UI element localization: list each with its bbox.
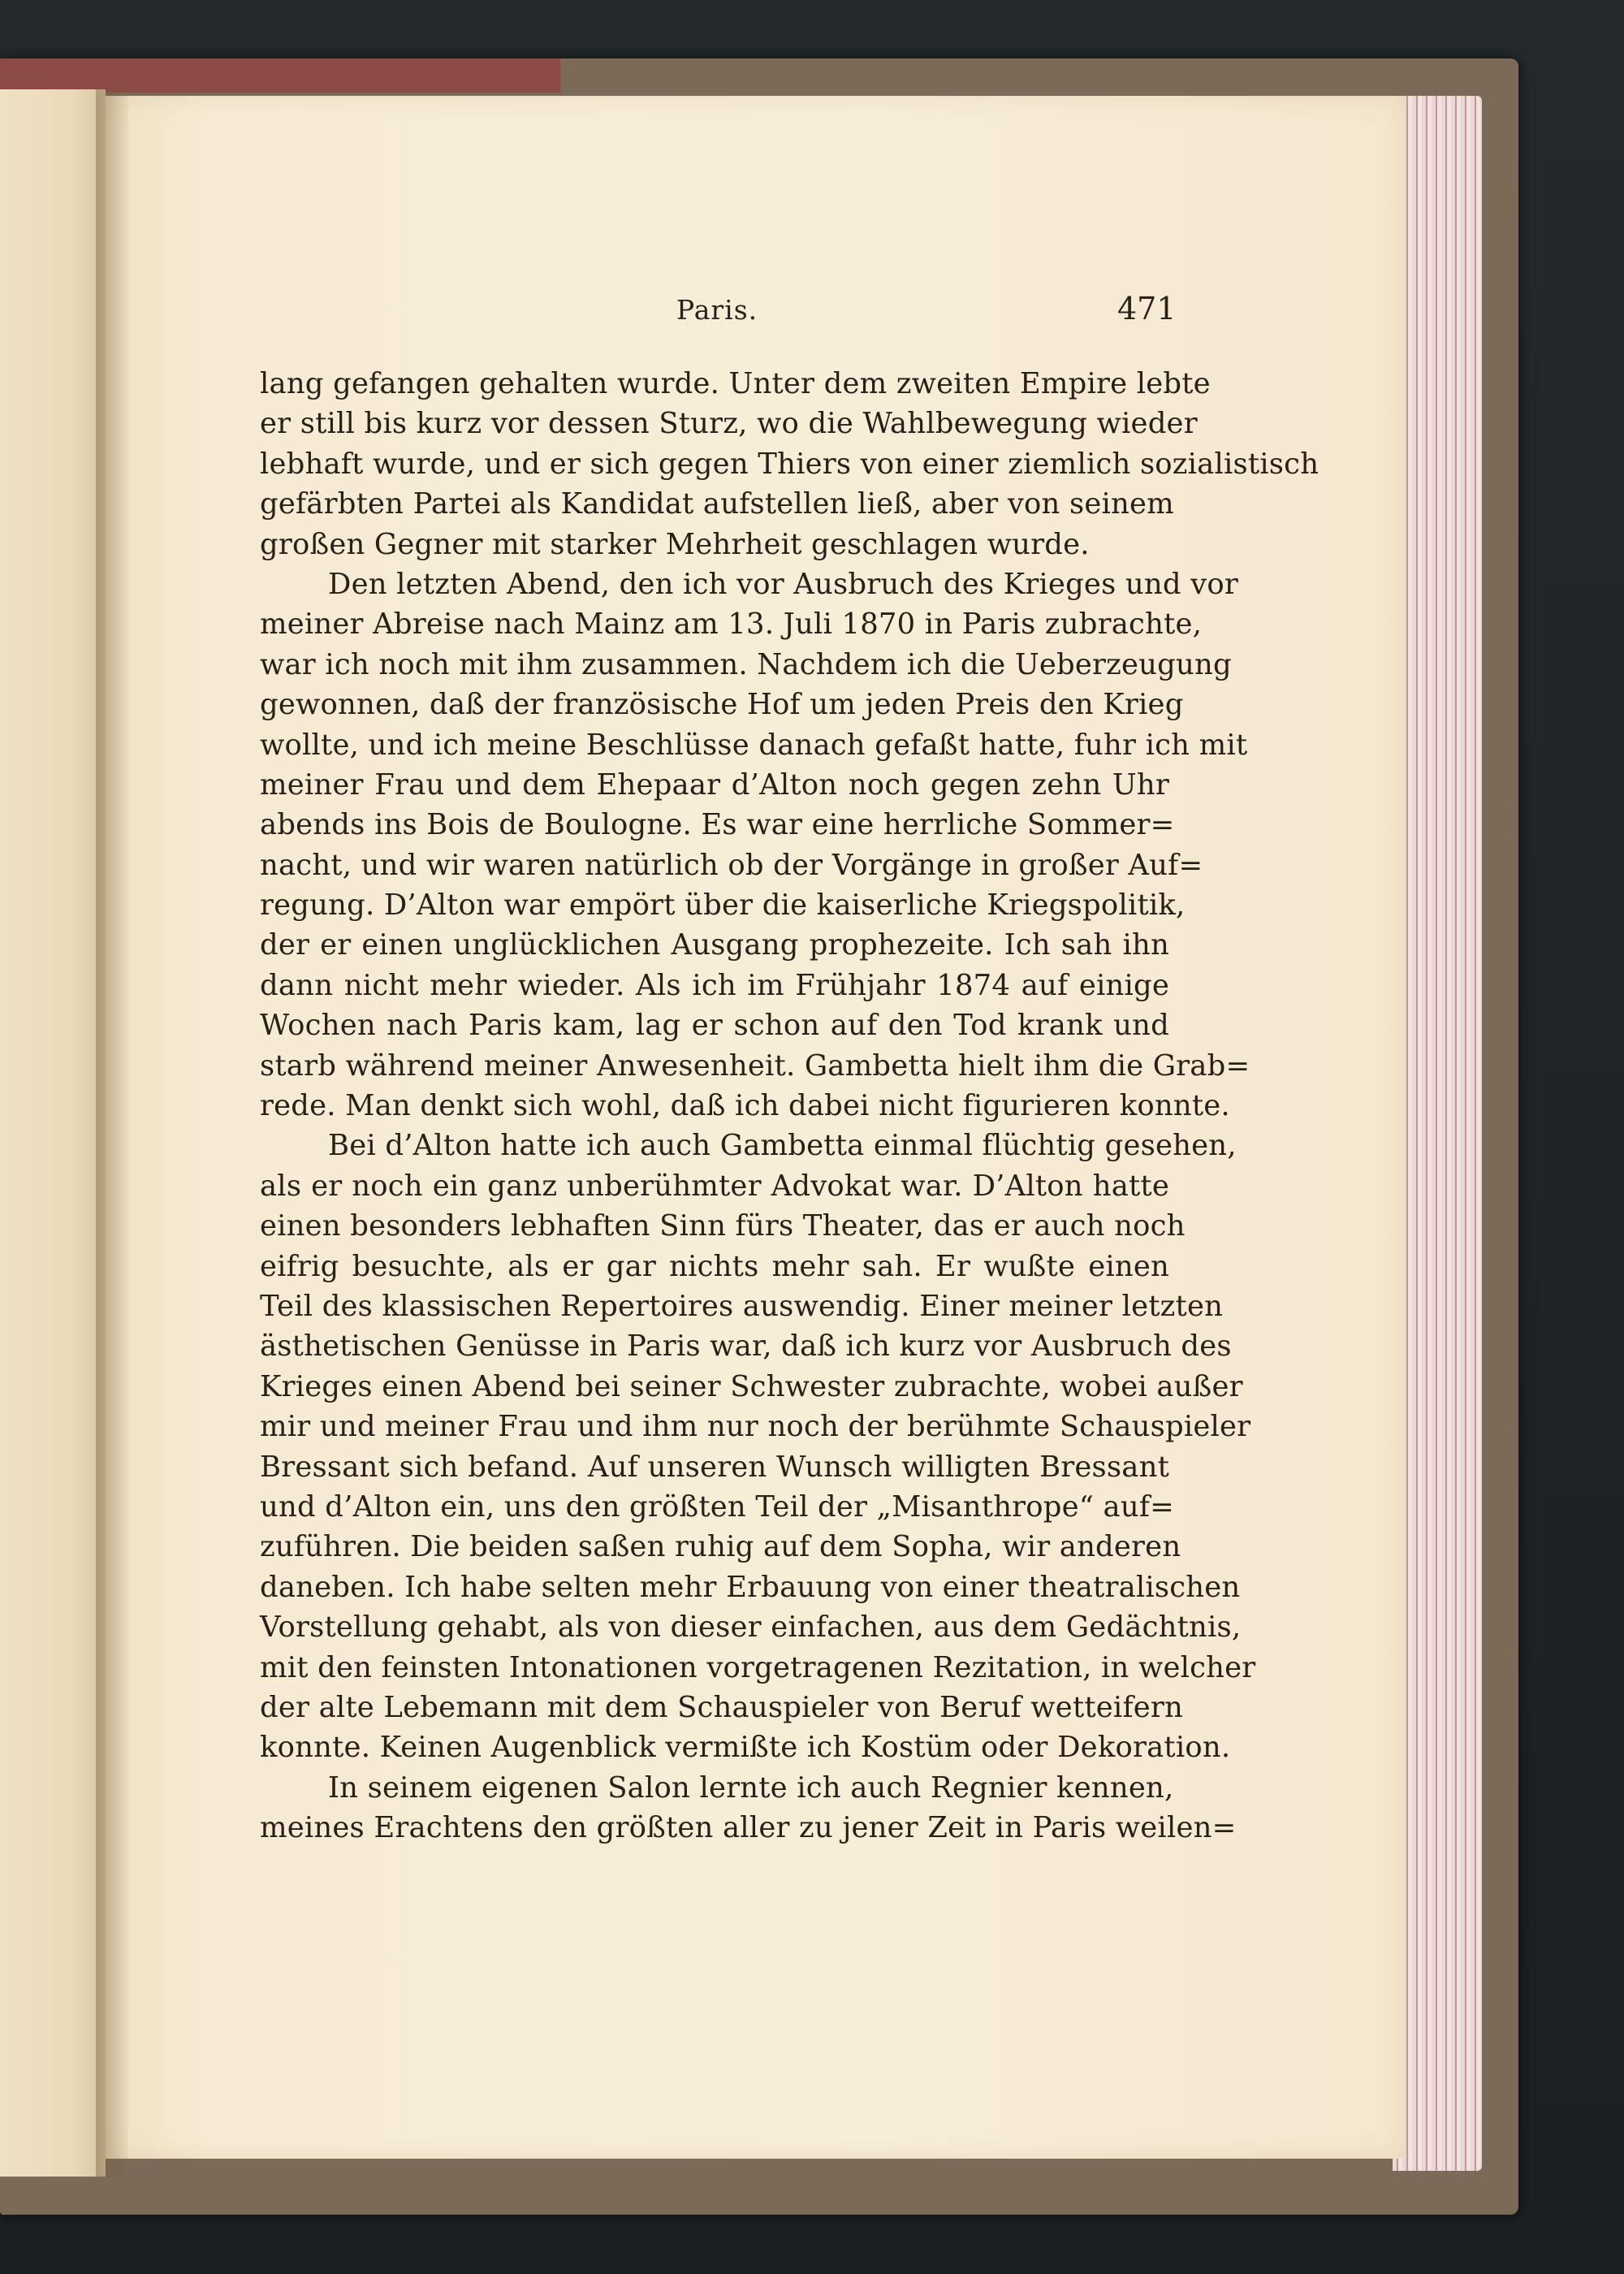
text-line: meiner Abreise nach Mainz am 13. Juli 1870 in Paris zubrachte, bbox=[260, 607, 1203, 642]
book-gutter bbox=[96, 89, 128, 2177]
text-line: Teil des klassischen Repertoires auswendig. Einer meiner letzten bbox=[260, 1289, 1224, 1323]
text-line: zuführen. Die beiden saßen ruhig auf dem Sopha, wir anderen bbox=[260, 1530, 1181, 1564]
text-line: Bressant sich befand. Auf unseren Wunsch willigten Bressant bbox=[260, 1450, 1169, 1484]
text-line: eifrig besuchte, als er gar nichts mehr sah. Er wußte einen bbox=[260, 1249, 1169, 1283]
text-line: wollte, und ich meine Beschlüsse danach gefaßt hatte, fuhr ich mit bbox=[260, 728, 1248, 762]
page-number: 471 bbox=[1117, 291, 1177, 326]
text-line: Den letzten Abend, den ich vor Ausbruch des Krieges und vor bbox=[328, 567, 1238, 601]
text-line: Wochen nach Paris kam, lag er schon auf den Tod krank und bbox=[260, 1009, 1169, 1043]
text-line: ästhetischen Genüsse in Paris war, daß ich kurz vor Ausbruch des bbox=[260, 1329, 1232, 1364]
text-line: lebhaft wurde, und er sich gegen Thiers von einer ziemlich sozialistisch bbox=[260, 447, 1320, 481]
text-line: Bei d’Alton hatte ich auch Gambetta einmal flüchtig gesehen, bbox=[328, 1129, 1237, 1163]
text-line: abends ins Bois de Boulogne. Es war eine herrliche Sommer= bbox=[260, 808, 1175, 842]
text-line: der er einen unglücklichen Ausgang prophezeite. Ich sah ihn bbox=[260, 928, 1169, 962]
text-line: rede. Man denkt sich wohl, daß ich dabei nicht figurieren konnte. bbox=[260, 1089, 1230, 1123]
text-line: regung. D’Alton war empört über die kaiserliche Kriegspolitik, bbox=[260, 888, 1186, 923]
text-line: war ich noch mit ihm zusammen. Nachdem ich die Ueberzeugung bbox=[260, 647, 1232, 681]
text-line: der alte Lebemann mit dem Schauspieler von Beruf wetteifern bbox=[260, 1690, 1184, 1724]
text-line: starb während meiner Anwesenheit. Gambetta hielt ihm die Grab= bbox=[260, 1048, 1250, 1083]
text-line: mir und meiner Frau und ihm nur noch der berühmte Schauspieler bbox=[260, 1410, 1251, 1444]
body-text bbox=[260, 364, 1320, 1848]
text-line: In seinem eigenen Salon lernte ich auch Regnier kennen, bbox=[328, 1770, 1174, 1805]
text-line: Krieges einen Abend bei seiner Schwester zubrachte, wobei außer bbox=[260, 1369, 1243, 1403]
text-line: als er noch ein ganz unberühmter Advokat war. D’Alton hatte bbox=[260, 1169, 1169, 1203]
text-line: großen Gegner mit starker Mehrheit geschlagen wurde. bbox=[260, 527, 1090, 561]
cover-edge bbox=[0, 58, 560, 93]
text-line: meiner Frau und dem Ehepaar d’Alton noch gegen zehn Uhr bbox=[260, 767, 1169, 802]
text-line: konnte. Keinen Augenblick vermißte ich Kostüm oder Dekoration. bbox=[260, 1731, 1231, 1765]
text-line: einen besonders lebhaften Sinn fürs Theater, das er auch noch bbox=[260, 1209, 1186, 1243]
left-page bbox=[0, 89, 106, 2177]
text-line: daneben. Ich habe selten mehr Erbauung von einer theatralischen bbox=[260, 1570, 1241, 1604]
page-edges bbox=[1393, 96, 1482, 2171]
text-line: gefärbten Partei als Kandidat aufstellen ließ, aber von seinem bbox=[260, 487, 1174, 521]
text-line: gewonnen, daß der französische Hof um jeden Preis den Krieg bbox=[260, 688, 1184, 722]
text-line: Vorstellung gehabt, als von dieser einfachen, aus dem Gedächtnis, bbox=[260, 1610, 1242, 1645]
text-line: lang gefangen gehalten wurde. Unter dem zweiten Empire lebte bbox=[260, 367, 1211, 400]
text-line: er still bis kurz vor dessen Sturz, wo die Wahlbewegung wieder bbox=[260, 407, 1198, 441]
running-head: Paris. bbox=[676, 294, 758, 326]
text-line: und d’Alton ein, uns den größten Teil der „Misanthrope“ auf= bbox=[260, 1489, 1174, 1524]
text-line: mit den feinsten Intonationen vorgetragenen Rezitation, in welcher bbox=[260, 1650, 1256, 1684]
text-line: meines Erachtens den größten aller zu jener Zeit in Paris weilen= bbox=[260, 1811, 1237, 1845]
text-line: nacht, und wir waren natürlich ob der Vorgänge in großer Auf= bbox=[260, 848, 1203, 882]
text-line: dann nicht mehr wieder. Als ich im Frühjahr 1874 auf einige bbox=[260, 968, 1169, 1002]
